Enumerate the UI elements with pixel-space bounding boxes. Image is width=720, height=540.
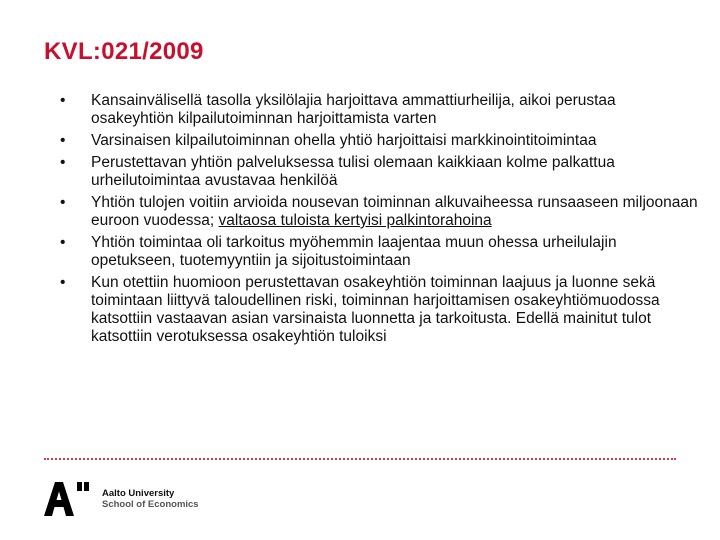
logo-line-1: Aalto University xyxy=(102,488,175,499)
bullet-dot: • xyxy=(60,274,66,291)
bullet-text: Kansainvälisellä tasolla yksilölajia harjoittava ammattiurheilija, aikoi perustaa osakeyhtiön kilpailutoiminnan harjoittamista varten xyxy=(91,92,616,127)
bullet-item xyxy=(58,274,698,346)
bullet-list xyxy=(58,92,698,350)
logo-line-2: School of Economics xyxy=(102,499,199,510)
bullet-item xyxy=(58,154,698,190)
bullet-item xyxy=(58,132,698,150)
bullet-dot: • xyxy=(60,92,66,109)
bullet-text: Yhtiön toimintaa oli tarkoitus myöhemmin laajentaa muun ohessa urheilulajin opetukseen, tuotemyyntiin ja sijoitustoimintaan xyxy=(91,234,617,269)
footer-divider xyxy=(44,458,676,460)
bullet-dot: • xyxy=(60,154,66,171)
bullet-text: Varsinaisen kilpailutoiminnan ohella yhtiö harjoittaisi markkinointitoimintaa xyxy=(91,132,597,149)
aalto-logo-mark-icon xyxy=(44,482,92,516)
bullet-item xyxy=(58,92,698,128)
bullet-dot: • xyxy=(60,234,66,251)
bullet-item xyxy=(58,194,698,230)
bullet-text: Perustettavan yhtiön palveluksessa tulisi olemaan kaikkiaan kolme palkattua urheilutoimintaa avustavaa henkilöä xyxy=(91,154,615,189)
bullet-dot: • xyxy=(60,194,66,211)
slide-title: KVL:021/2009 xyxy=(44,38,204,65)
logo-wordmark xyxy=(102,488,199,510)
bullet-text: Yhtiön tulojen voitiin arvioida nousevan toiminnan alkuvaiheessa runsaaseen miljoonaan euroon vuodessa; xyxy=(91,194,698,229)
bullet-text: Kun otettiin huomioon perustettavan osakeyhtiön toiminnan laajuus ja luonne sekä toimintaan liittyvä taloudellinen riski, toiminnan harjoittamisen osakeyhtiömuodossa katsottiin vastaavan asian varsinaista luonnetta ja tarkoitusta. Edellä mainitut tulot katsottiin verotuksessa osakeyhtiön tuloiksi xyxy=(91,274,660,345)
bullet-dot: • xyxy=(60,132,66,149)
bullet-text-underlined: valtaosa tuloista kertyisi palkintorahoina xyxy=(218,212,492,229)
aalto-logo xyxy=(44,482,199,516)
bullet-item xyxy=(58,234,698,270)
